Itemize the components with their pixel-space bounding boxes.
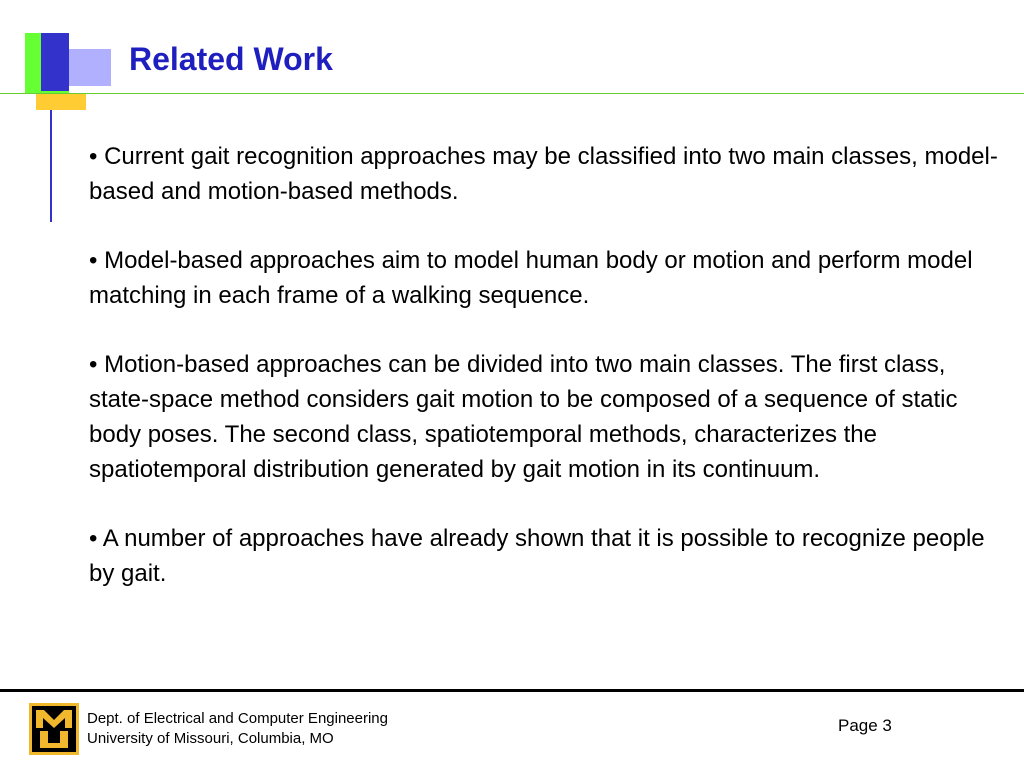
department-info <box>87 709 388 749</box>
slide-title: Related Work <box>129 41 333 77</box>
university-logo-icon <box>29 703 79 755</box>
footer-rule <box>0 689 1024 692</box>
university-name: University of Missouri, Columbia, MO <box>87 730 334 747</box>
bullet-paragraph: • Current gait recognition approaches may be classified into two main classes, model-based and motion-based methods. <box>89 143 998 205</box>
slide-body <box>89 139 999 625</box>
page-number: Page 3 <box>838 716 892 735</box>
header-rule <box>0 93 1024 94</box>
bullet-paragraph: • A number of approaches have already shown that it is possible to recognize people by gait. <box>89 525 985 587</box>
decor-orange-block <box>36 93 86 110</box>
department-name: Dept. of Electrical and Computer Engineering <box>87 710 388 727</box>
bullet-paragraph: • Motion-based approaches can be divided into two main classes. The first class, state-space method considers gait motion to be composed of a sequence of static body poses. The second class, spatiotemporal methods, characterizes the spatiotemporal distribution generated by gait motion in its continuum. <box>89 351 958 483</box>
decor-blue-block <box>41 33 69 91</box>
bullet-paragraph: • Model-based approaches aim to model human body or motion and perform model matching in each frame of a walking sequence. <box>89 247 973 309</box>
decor-lavender-block <box>69 49 111 86</box>
side-rule <box>50 110 52 222</box>
